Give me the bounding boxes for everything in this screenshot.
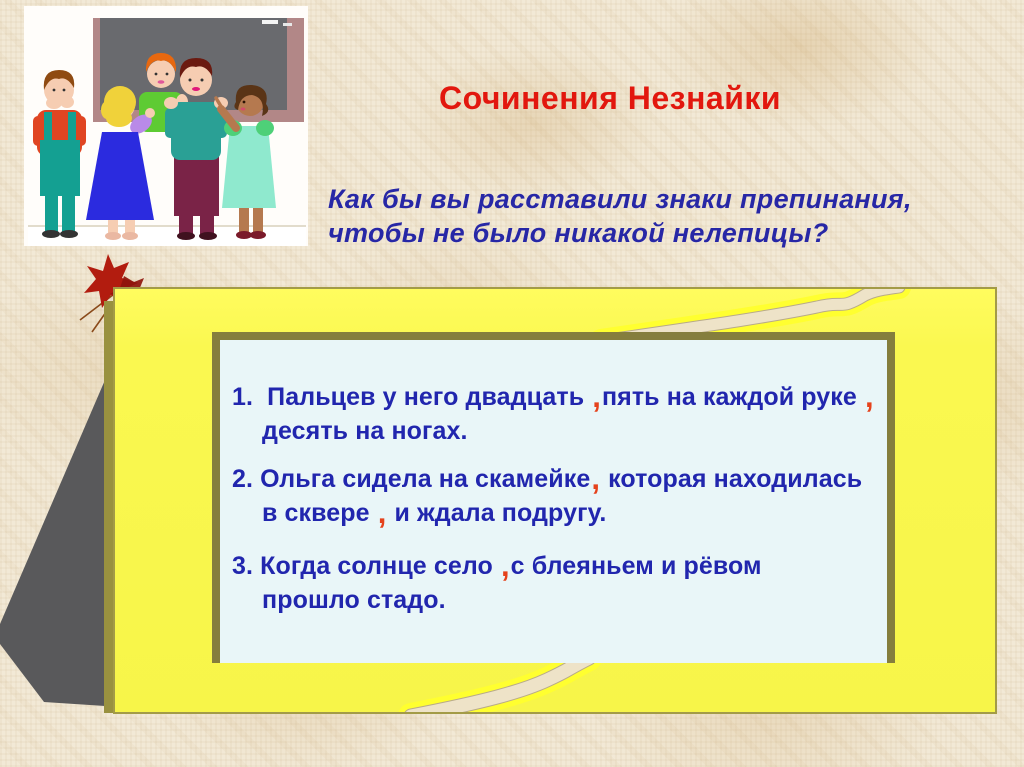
sentence-item xyxy=(232,549,887,617)
sentence-text: десять на ногах. xyxy=(262,417,468,445)
sentence-text: в сквере xyxy=(262,499,377,527)
red-comma: , xyxy=(377,495,387,530)
yellow-panel-shadow xyxy=(104,301,113,713)
question-line-1: Как бы вы расставили знаки препинания, xyxy=(328,184,912,214)
sentence-item xyxy=(232,462,887,530)
sentence-text: и ждала подругу. xyxy=(387,499,607,527)
question-line-2: чтобы не было никакой нелепицы? xyxy=(328,218,829,248)
gray-corner-shape xyxy=(0,378,112,712)
sentence-text: 2. Ольга сидела на скамейке xyxy=(232,465,591,493)
sentence-text: прошло стадо. xyxy=(262,586,446,614)
sentence-text: с блеяньем и рёвом xyxy=(510,552,762,580)
sentences-card xyxy=(212,332,895,663)
red-comma: , xyxy=(500,548,510,583)
sentence-text: 1. Пальцев у него двадцать xyxy=(232,383,592,411)
sentence-list xyxy=(232,380,887,617)
sentence-text: 3. Когда солнце село xyxy=(232,552,500,580)
sentence-text: которая находилась xyxy=(601,465,863,493)
slide-title: Сочинения Незнайки xyxy=(438,80,782,116)
children-at-blackboard-illustration xyxy=(24,5,308,247)
question-text xyxy=(328,182,988,250)
sentence-text: пять на каждой руке xyxy=(601,383,864,411)
red-comma: , xyxy=(592,379,601,414)
red-comma: , xyxy=(591,461,601,496)
sentence-item xyxy=(232,380,887,448)
red-comma: , xyxy=(864,379,874,414)
